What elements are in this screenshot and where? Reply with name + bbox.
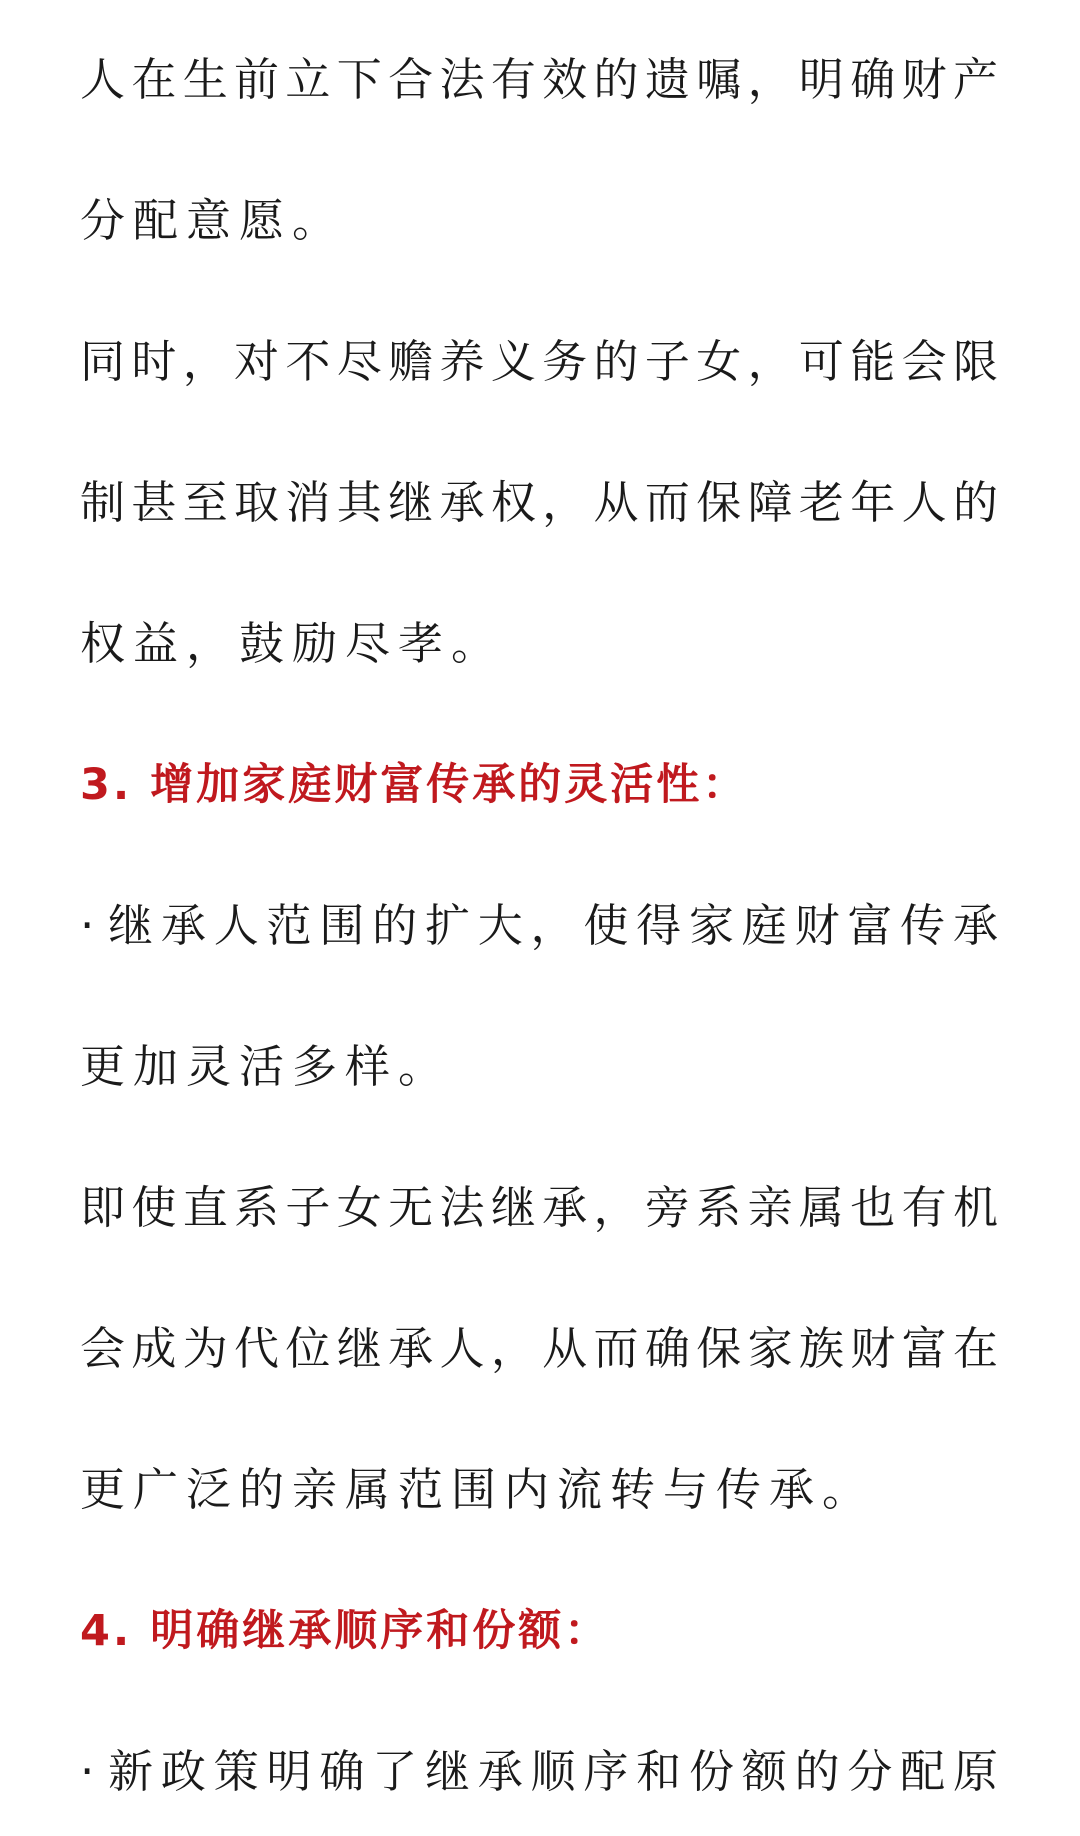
- bullet-line: [80, 896, 1000, 956]
- text-line: 更加灵活多样。: [80, 1040, 452, 1093]
- text-line: 新政策明确了继承顺序和份额的分配原: [102, 1745, 1000, 1798]
- text-line: 会成为代位继承人，从而确保家族财富在: [80, 1322, 1000, 1375]
- text-line: 同时，对不尽赡养义务的子女，可能会限: [80, 335, 1000, 388]
- text-line: 更广泛的亲属范围内流转与传承。: [80, 1463, 876, 1516]
- bullet-dot: ·: [80, 899, 97, 952]
- text-line: 制甚至取消其继承权，从而保障老年人的: [80, 476, 1000, 529]
- text-line: 分配意愿。: [80, 194, 346, 247]
- text-line: 即使直系子女无法继承，旁系亲属也有机: [80, 1181, 1000, 1234]
- text-line: 人在生前立下合法有效的遗嘱，明确财产: [80, 53, 1000, 106]
- bullet-line: [80, 1742, 1000, 1802]
- text-line: 权益，鼓励尽孝。: [80, 617, 505, 670]
- section-heading-4: 4. 明确继承顺序和份额：: [80, 1606, 611, 1656]
- bullet-dot: ·: [80, 1745, 97, 1798]
- section-heading-3: 3. 增加家庭财富传承的灵活性：: [80, 760, 749, 810]
- text-line: 继承人范围的扩大，使得家庭财富传承: [102, 899, 1000, 952]
